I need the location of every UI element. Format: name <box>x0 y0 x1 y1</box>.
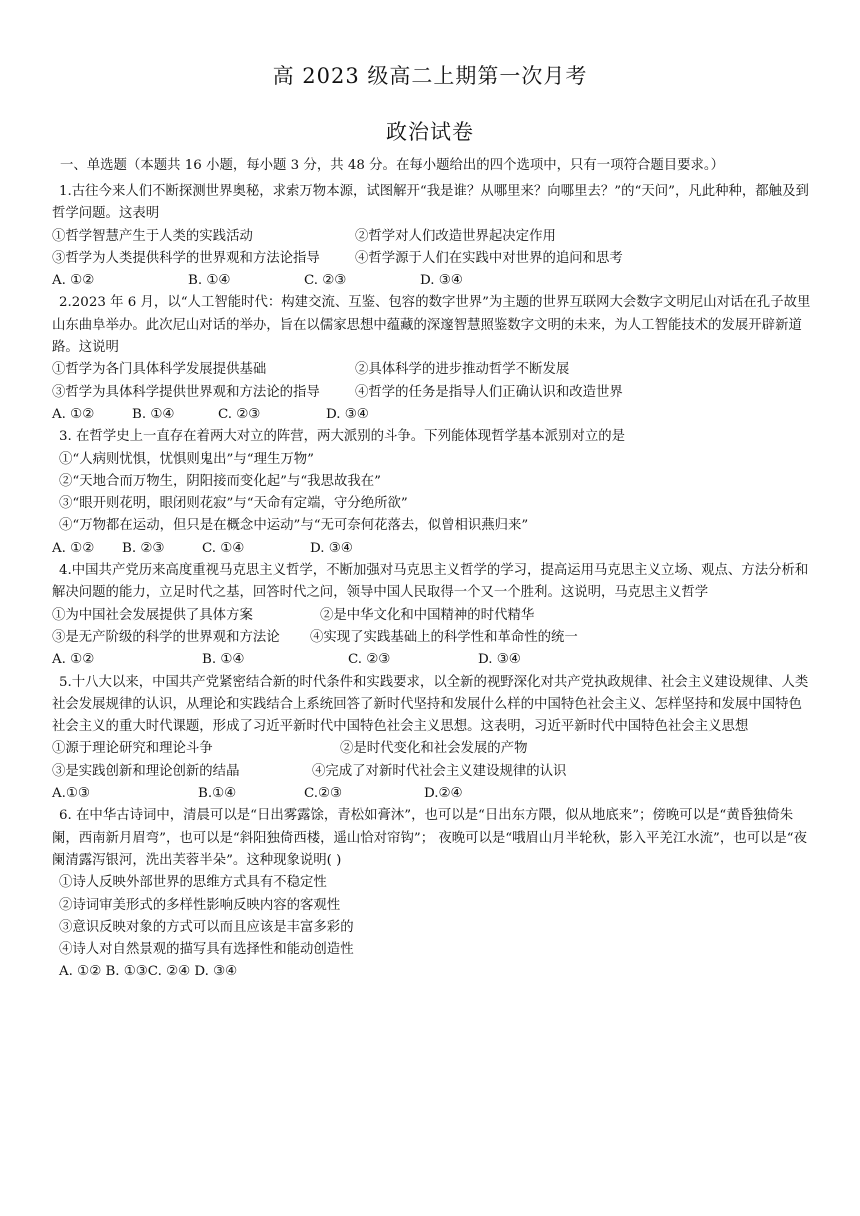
section-heading: 一、单选题（本题共 16 小题，每小题 3 分，共 48 分。在每小题给出的四个选项中，只有一项符合题目要求。） <box>60 158 725 173</box>
choice-d: D. ③④ <box>310 540 353 556</box>
option-4: ④完成了对新时代社会主义建设规律的认识 <box>312 763 567 779</box>
choice-a: A. ①② <box>52 406 95 422</box>
choice-d: D.②④ <box>424 786 463 802</box>
option-2: ②是时代变化和社会发展的产物 <box>340 741 528 757</box>
choice-c: C.②③ <box>304 786 343 802</box>
question-6 <box>52 805 814 983</box>
question-3 <box>52 426 814 560</box>
option-1: ①哲学智慧产生于人类的实践活动 <box>52 228 253 244</box>
choice-c: C. ②③ <box>218 406 261 422</box>
exam-title: 高 2023 级高二上期第一次月考 <box>272 64 588 88</box>
question-5 <box>52 672 814 806</box>
question-stem: 3. 在哲学史上一直存在着两大对立的阵营，两大派别的斗争。下列能体现哲学基本派别对立的是 <box>59 429 626 445</box>
option-3: ③是无产阶级的科学的世界观和方法论 <box>52 629 280 645</box>
question-2 <box>52 292 814 426</box>
option-3: ③是实践创新和理论创新的结晶 <box>52 763 240 779</box>
option-2: ②诗词审美形式的多样性影响反映内容的客观性 <box>59 897 341 913</box>
option-1: ①为中国社会发展提供了具体方案 <box>52 607 253 623</box>
choices-line: A. ①② B. ①③C. ②④ D. ③④ <box>59 964 238 980</box>
option-2: ②是中华文化和中国精神的时代精华 <box>320 607 535 623</box>
question-stem: 4.中国共产党历来高度重视马克思主义哲学，不断加强对马克思主义哲学的学习，提高运用马克思主义立场、观点、方法分析和解决问题的能力，立足时代之基，回答时代之问，领导中国人民取得一个又一个胜利。这说明，马克思主义哲学 <box>52 563 809 601</box>
option-3: ③哲学为人类提供科学的世界观和方法论指导 <box>52 250 320 266</box>
choice-c: C. ②③ <box>304 273 347 289</box>
option-1: ①“人病则忧惧，忧惧则鬼出”与“理生万物” <box>59 451 315 467</box>
choice-d: D. ③④ <box>420 273 463 289</box>
question-stem: 2.2023 年 6 月，以“人工智能时代：构建交流、互鉴、包容的数字世界”为主题的世界互联网大会数字文明尼山对话在孔子故里山东曲阜举办。此次尼山对话的举办，旨在以儒家思想中蕴藏的深邃智慧照鉴数字文明的未来，为人工智能技术的发展开辟新道路。这说明 <box>52 295 811 356</box>
option-4: ④诗人对自然景观的描写具有选择性和能动创造性 <box>59 942 354 958</box>
option-1: ①哲学为各门具体科学发展提供基础 <box>52 362 267 378</box>
option-1: ①源于理论研究和理论斗争 <box>52 741 213 757</box>
choice-b: B.①④ <box>198 786 237 802</box>
option-2: ②“天地合而万物生，阴阳接而变化起”与“我思故我在” <box>59 473 381 489</box>
question-list <box>52 181 814 984</box>
option-2: ②哲学对人们改造世界起决定作用 <box>355 228 556 244</box>
choice-c: C. ①④ <box>202 540 245 556</box>
option-3: ③“眼开则花明，眼闭则花寂”与“天命有定端，守分绝所欲” <box>59 496 408 512</box>
option-4: ④哲学源于人们在实践中对世界的追问和思考 <box>355 250 623 266</box>
choice-b: B. ①④ <box>132 406 175 422</box>
choice-b: B. ①④ <box>202 652 245 668</box>
choice-b: B. ①④ <box>188 273 231 289</box>
option-4: ④哲学的任务是指导人们正确认识和改造世界 <box>355 384 623 400</box>
choice-a: A. ①② <box>52 540 95 556</box>
question-stem: 5.十八大以来，中国共产党紧密结合新的时代条件和实践要求，以全新的视野深化对共产党执政规律、社会主义建设规律、人类社会发展规律的认识，从理论和实践结合上系统回答了新时代坚持和发展什么样的中国特色社会主义、怎样坚持和发展中国特色社会主义的重大时代课题，形成了习近平新时代中国特色社会主义思想。这表明，习近平新时代中国特色社会主义思想 <box>52 674 809 735</box>
choice-d: D. ③④ <box>326 406 369 422</box>
option-1: ①诗人反映外部世界的思维方式具有不稳定性 <box>59 875 327 891</box>
choice-b: B. ②③ <box>122 540 165 556</box>
choice-a: A. ①② <box>52 652 95 668</box>
choice-a: A. ①② <box>52 273 95 289</box>
option-4: ④“万物都在运动，但只是在概念中运动”与“无可奈何花落去，似曾相识燕归来” <box>59 518 529 534</box>
choice-c: C. ②③ <box>348 652 391 668</box>
question-stem: 1.古往今来人们不断探测世界奥秘，求索万物本源，试图解开“我是谁？从哪里来？向哪里去？”的“天问”，凡此种种，都触及到哲学问题。这表明 <box>52 184 809 222</box>
choice-d: D. ③④ <box>478 652 521 668</box>
choice-a: A.①③ <box>52 786 90 802</box>
question-4 <box>52 560 814 671</box>
option-3: ③意识反映对象的方式可以而且应该是丰富多彩的 <box>59 919 354 935</box>
exam-subtitle: 政治试卷 <box>386 120 474 144</box>
option-3: ③哲学为具体科学提供世界观和方法论的指导 <box>52 384 320 400</box>
option-2: ②具体科学的进步推动哲学不断发展 <box>355 362 570 378</box>
question-stem: 6. 在中华古诗词中，清晨可以是“日出雾露馀，青松如膏沐”，也可以是“日出东方隈，似从地底来”；傍晚可以是“黄昏独倚朱阑，西南新月眉弯”，也可以是“斜阳独倚西楼，遥山恰对帘钩”； 夜晚可以是“哦眉山月半轮秋，影入平羌江水流”，也可以是“夜阑清露泻银河，洗出芙蓉半朵”。这种现象说明( ) <box>52 808 808 868</box>
option-4: ④实现了实践基础上的科学性和革命性的统一 <box>310 629 578 645</box>
question-1 <box>52 181 814 292</box>
